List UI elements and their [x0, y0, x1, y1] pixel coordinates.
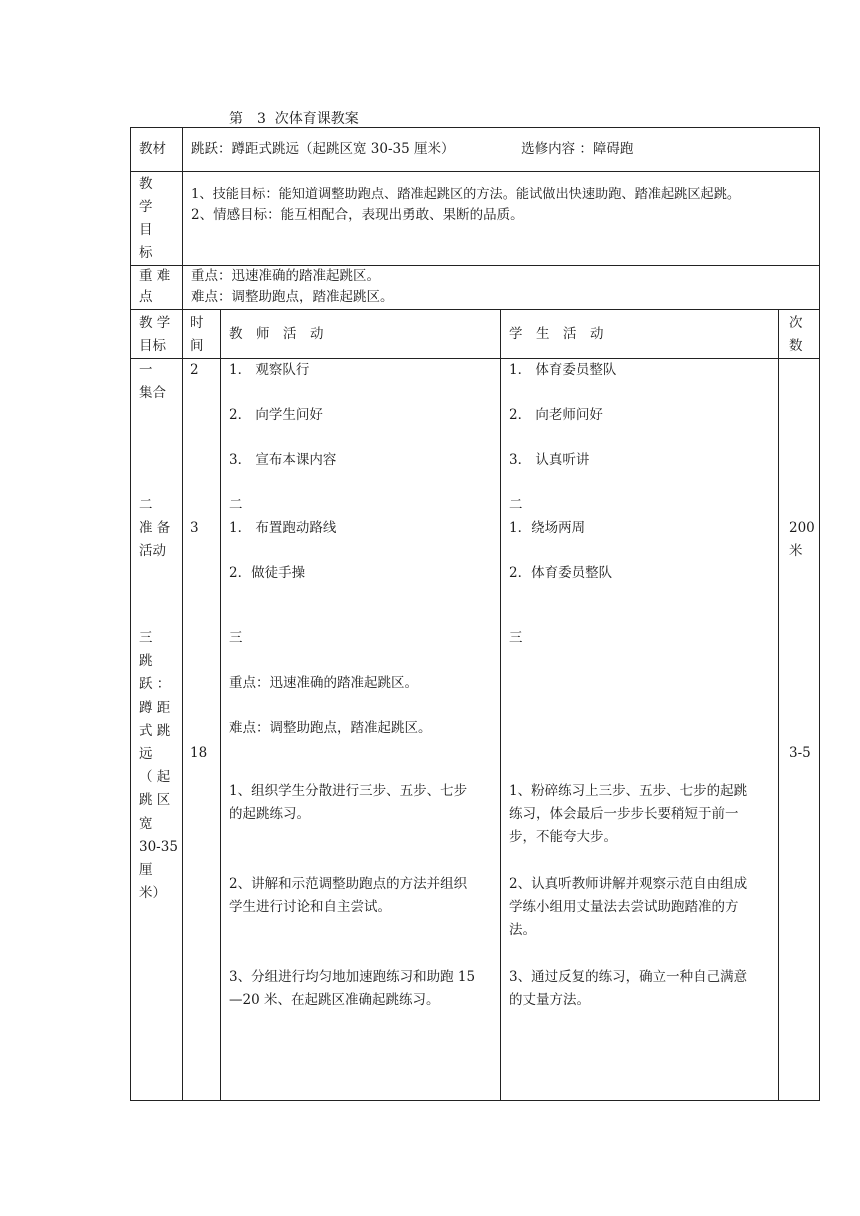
teacher-key-point: 重点：迅速准确的踏准起跳区。 [229, 675, 418, 691]
time-header: 时 间 [183, 310, 221, 359]
stage-three: 三 跳 跃 ： 蹲 距 式 跳 远 （ 起 跳 区 宽 30-35 厘 米） [139, 630, 178, 902]
teacher-column [221, 359, 501, 1101]
time-one: 2 [190, 362, 199, 378]
stage-header: 教 学 目标 [131, 310, 183, 359]
key-point: 重点：迅速准确的踏准起跳区。 [191, 268, 380, 284]
goals-row [131, 172, 820, 266]
material-value: 跳跃：蹲距式跳远（起跳区宽 30-35 厘米） [191, 141, 455, 157]
lesson-title: 第 3 次体育课教案 [229, 111, 359, 127]
student-jump-section: 三 [509, 630, 523, 646]
stage-one: 一 集合 [139, 362, 166, 401]
teacher-practice-3: 3、分组进行均匀地加速跑练习和助跑 15 —20 米、在起跳区准确起跳练习。 [229, 969, 476, 1008]
material-label: 教材 [131, 128, 183, 172]
student-practice-2: 2、认真听教师讲解并观察示范自由组成 学练小组用丈量法去尝试助跑踏准的方 法。 [509, 876, 748, 938]
lesson-plan-table [130, 127, 820, 1101]
keypoints-content [183, 266, 820, 310]
student-practice-3: 3、通过反复的练习，确立一种自己满意 的丈量方法。 [509, 969, 748, 1008]
student-gather-steps: 1． 体育委员整队 2． 向老师问好 3． 认真听讲 [509, 362, 617, 468]
teacher-practice-2: 2、讲解和示范调整助跑点的方法并组织 学生进行讨论和自主尝试。 [229, 876, 468, 915]
material-row [131, 128, 820, 172]
stage-two: 二 准 备 活动 [139, 497, 171, 559]
time-column [183, 359, 221, 1101]
teacher-warmup-steps: 二 1． 布置跑动路线 2．做徒手操 [229, 497, 337, 581]
goals-content [183, 172, 820, 266]
student-warmup-steps: 二 1．绕场两周 2．体育委员整队 [509, 497, 613, 581]
stage-column [131, 359, 183, 1101]
count-jump: 3-5 [789, 745, 811, 761]
elective-content: 选修内容 ：障碍跑 [521, 141, 634, 157]
goals-label: 教 学 目 标 [131, 172, 183, 266]
teacher-gather-steps: 1． 观察队行 2． 向学生问好 3． 宣布本课内容 [229, 362, 337, 468]
student-column [501, 359, 779, 1101]
skill-goal: 1、技能目标：能知道调整助跑点、踏准起跳区的方法。能试做出快速助跑、踏准起跳区起跳。 [191, 187, 741, 202]
count-warmup: 200 米 [789, 520, 815, 559]
keypoints-row [131, 266, 820, 310]
keypoints-label: 重 难 点 [131, 266, 183, 310]
student-practice-1: 1、粉碎练习上三步、五步、七步的起跳 练习，体会最后一步步长要稍短于前一 步，不能夸大步。 [509, 783, 748, 845]
time-three: 18 [190, 745, 208, 761]
count-column [779, 359, 820, 1101]
student-activity-header: 学 生 活 动 [501, 310, 779, 359]
teacher-activity-header: 教 师 活 动 [221, 310, 501, 359]
time-two: 3 [190, 520, 199, 536]
count-header: 次 数 [779, 310, 820, 359]
body-row [131, 359, 820, 1101]
teacher-difficult-point: 难点：调整助跑点，踏准起跳区。 [229, 720, 432, 736]
teacher-practice-1: 1、组织学生分散进行三步、五步、七步 的起跳练习。 [229, 783, 468, 822]
teacher-jump-section: 三 重点：迅速准确的踏准起跳区。 难点：调整助跑点，踏准起跳区。 [221, 627, 500, 740]
emotion-goal: 2、情感目标：能互相配合，表现出勇敢、果断的品质。 [191, 207, 524, 223]
difficult-point: 难点：调整助跑点，踏准起跳区。 [191, 289, 394, 305]
column-header-row [131, 310, 820, 359]
